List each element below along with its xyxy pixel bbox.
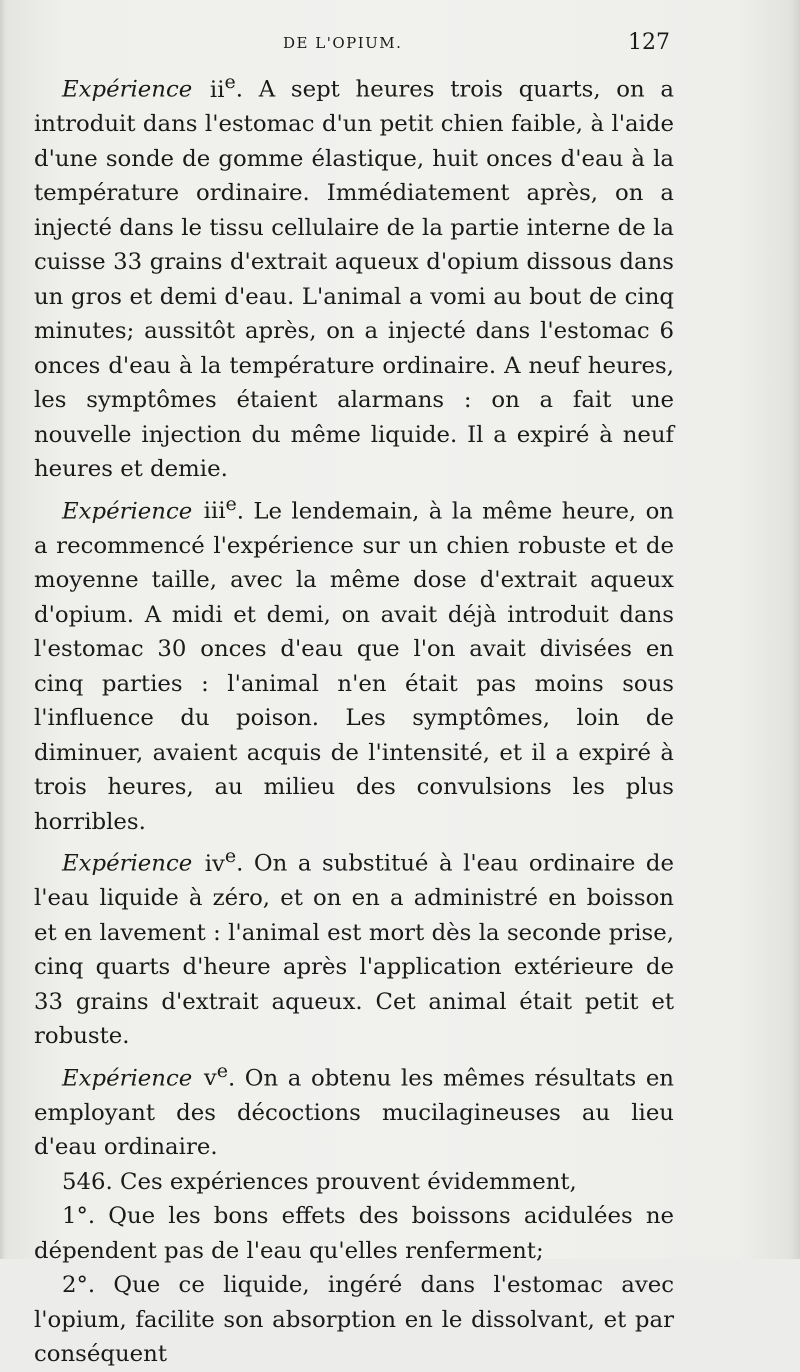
- experience-number-suffix: e: [225, 492, 237, 515]
- paragraph-text: . On a substitué à l'eau ordinaire de l'eau liquide à zéro, et on en a administré en boisson et en lavement : l'animal est mort dès la seconde prise, cinq quarts d'heure après l'application extérieure de 33 grains d'extrait aqueux. Cet animal était petit et robuste.: [34, 850, 674, 1050]
- paragraph-text: 546. Ces expériences prouvent évidemment,: [62, 1168, 577, 1195]
- paragraph-text: 2°. Que ce liquide, ingéré dans l'estomac avec l'opium, facilite son absorption en le dissolvant, et par conséquent: [34, 1272, 674, 1368]
- page-number: 127: [628, 30, 670, 55]
- experience-label: Expérience: [62, 850, 193, 877]
- page-edge-left: [0, 0, 6, 1259]
- experience-number: iv: [204, 850, 225, 877]
- paragraph-experience-3: [34, 487, 674, 840]
- paragraph-text: . Le lendemain, à la même heure, on a recommencé l'expérience sur un chien robuste et de moyenne taille, avec la même dose d'extrait aqueux d'opium. A midi et demi, on avait déjà introduit dans l'estomac 30 onces d'eau que l'on avait divisées en cinq parties : l'animal n'en était pas moins sous l'influence du poison. Les symptômes, loin de diminuer, avaient acquis de l'intensité, et il a expiré à trois heures, au milieu des convulsions les plus horribles.: [34, 498, 674, 835]
- page-edge-right: [790, 0, 800, 1259]
- experience-number-suffix: e: [216, 1059, 228, 1082]
- page-header: [0, 30, 800, 60]
- paragraph-text: . A sept heures trois quarts, on a introduit dans l'estomac d'un petit chien faible, à l'aide d'une sonde de gomme élastique, huit onces d'eau à la température ordinaire. Immédiatement après, on a injecté dans le tissu cellulaire de la partie interne de la cuisse 33 grains d'extrait aqueux d'opium dissous dans un gros et demi d'eau. L'animal a vomi au bout de cinq minutes; aussitôt après, on a injecté dans l'estomac 6 onces d'eau à la température ordinaire. A neuf heures, les symptômes étaient alarmans : on a fait une nouvelle injection du même liquide. Il a expiré à neuf heures et demie.: [34, 76, 674, 483]
- experience-number: v: [203, 1065, 217, 1092]
- paragraph-point-1: [34, 1199, 674, 1268]
- experience-number-suffix: e: [224, 845, 237, 868]
- paragraph-point-2: [34, 1268, 674, 1372]
- experience-number: ii: [209, 76, 225, 103]
- paragraph-text: . On a obtenu les mêmes résultats en employant des décoctions mucilagineuses au lieu d'eau ordinaire.: [34, 1065, 674, 1161]
- experience-number-suffix: e: [224, 71, 236, 93]
- paragraph-experience-5: [34, 1054, 674, 1165]
- body-text: [34, 65, 674, 1372]
- experience-label: Expérience: [62, 76, 193, 103]
- paragraph-experience-4: [34, 839, 674, 1054]
- running-head: DE L'OPIUM.: [283, 34, 403, 52]
- paragraph-546: [34, 1165, 674, 1200]
- paragraph-experience-2: [34, 65, 674, 487]
- experience-number: iii: [203, 498, 226, 525]
- experience-label: Expérience: [62, 1065, 193, 1092]
- paragraph-text: 1°. Que les bons effets des boissons acidulées ne dépendent pas de l'eau qu'elles renferment;: [34, 1203, 674, 1264]
- experience-label: Expérience: [62, 498, 193, 525]
